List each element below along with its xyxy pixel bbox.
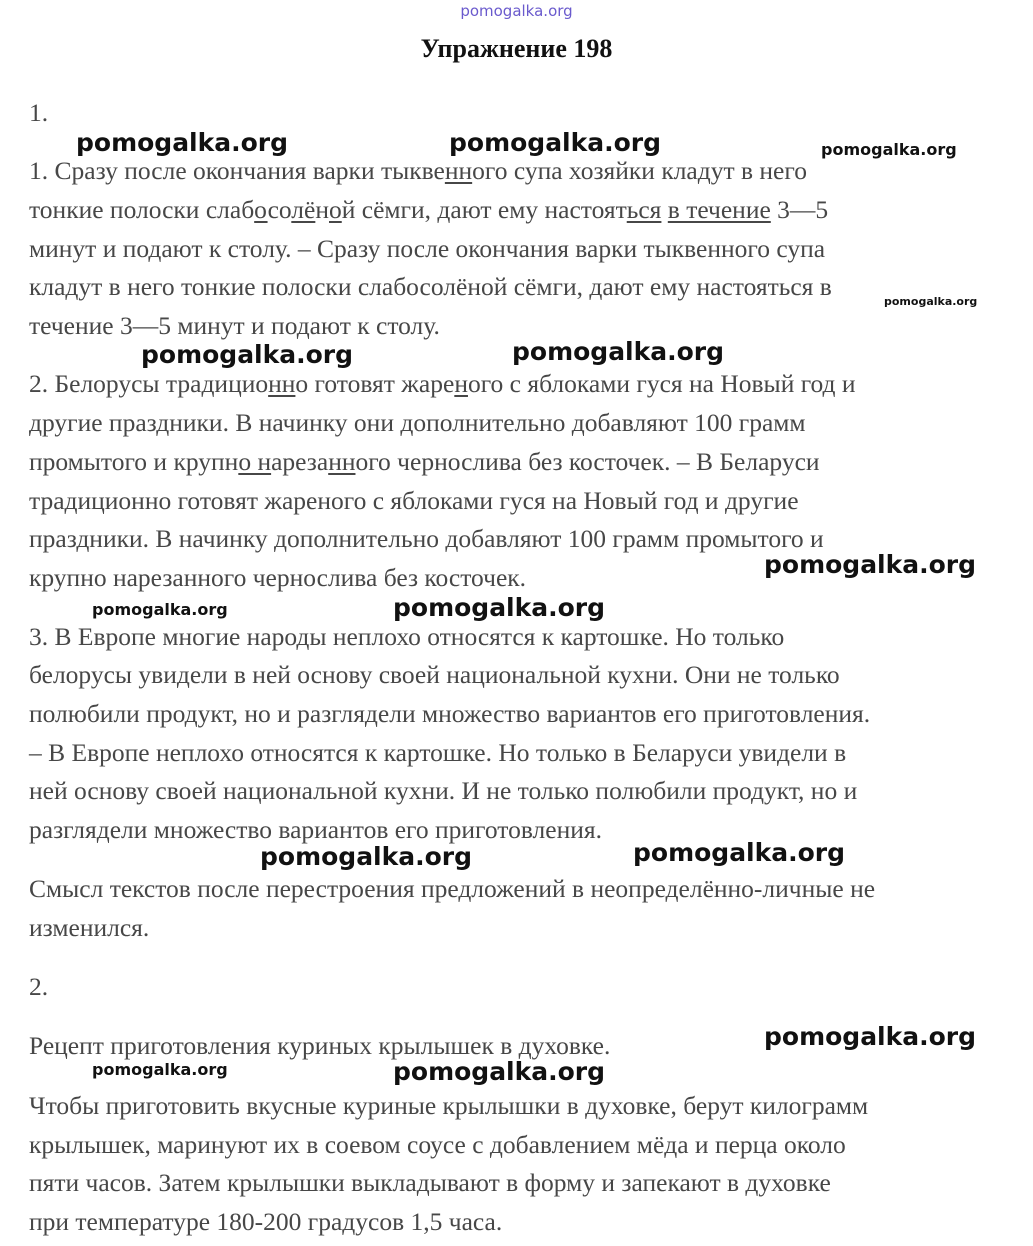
item2-line5: праздники. В начинку дополнительно добавляют 100 грамм промытого и <box>29 524 824 553</box>
watermark: pomogalka.org <box>141 340 354 369</box>
item1-line4: кладут в него тонкие полоски слабосолёной сёмги, дают ему настояться в <box>29 272 832 301</box>
item1-line5: течение 3—5 минут и подают к столу. <box>29 311 440 340</box>
watermark: pomogalka.org <box>76 128 289 157</box>
conclusion-line1: Смысл текстов после перестроения предложений в неопределённо-личные не <box>29 874 876 903</box>
watermark: pomogalka.org <box>393 1057 606 1086</box>
recipe-title: Рецепт приготовления куриных крылышек в духовке. <box>29 1031 611 1060</box>
item3-line6: разглядели множество вариантов его приготовления. <box>29 815 602 844</box>
watermark: pomogalka.org <box>512 337 725 366</box>
watermark: pomogalka.org <box>449 128 662 157</box>
part2-label: 2. <box>29 972 49 1001</box>
recipe-line4: при температуре 180-200 градусов 1,5 часа. <box>29 1207 503 1236</box>
item3-line2: белорусы увидели в ней основу своей национальной кухни. Они не только <box>29 660 840 689</box>
item3-line1: 3. В Европе многие народы неплохо относятся к картошке. Но только <box>29 622 785 651</box>
item1-line3: минут и подают к столу. – Сразу после окончания варки тыквенного супа <box>29 234 826 263</box>
watermark: pomogalka.org <box>884 295 978 308</box>
item2-line2: другие праздники. В начинку они дополнительно добавляют 100 грамм <box>29 408 806 437</box>
watermark: pomogalka.org <box>764 550 977 579</box>
watermark: pomogalka.org <box>393 593 606 622</box>
recipe-line3: пяти часов. Затем крылышки выкладывают в форму и запекают в духовке <box>29 1168 831 1197</box>
recipe-line2: крылышек, маринуют их в соевом соусе с добавлением мёда и перца около <box>29 1130 846 1159</box>
item1-line2: тонкие полоски слабосолёной сёмги, дают ему настояться в течение 3—5 <box>29 195 829 224</box>
part1-label: 1. <box>29 98 49 127</box>
site-link-top[interactable]: pomogalka.org <box>460 2 573 20</box>
item2-line6: крупно нарезанного чернослива без косточек. <box>29 563 527 592</box>
item3-line3: полюбили продукт, но и разглядели множество вариантов его приготовления. <box>29 699 871 728</box>
item2-line3: промытого и крупно нарезанного чернослива без косточек. – В Беларуси <box>29 447 820 476</box>
watermark: pomogalka.org <box>821 140 957 159</box>
item2-line1: 2. Белорусы традиционно готовят жареного с яблоками гуся на Новый год и <box>29 369 856 398</box>
exercise-title: Упражнение 198 <box>420 34 613 63</box>
recipe-line1: Чтобы приготовить вкусные куриные крылышки в духовке, берут килограмм <box>29 1091 869 1120</box>
watermark: pomogalka.org <box>764 1022 977 1051</box>
watermark: pomogalka.org <box>92 1060 228 1079</box>
item1-line1: 1. Сразу после окончания варки тыквенного супа хозяйки кладут в него <box>29 156 807 185</box>
conclusion-line2: изменился. <box>29 913 150 942</box>
watermark: pomogalka.org <box>633 838 846 867</box>
item3-line5: ней основу своей национальной кухни. И не только полюбили продукт, но и <box>29 776 858 805</box>
item3-line4: – В Европе неплохо относятся к картошке. Но только в Беларуси увидели в <box>29 738 847 767</box>
watermark: pomogalka.org <box>260 842 473 871</box>
item2-line4: традиционно готовят жареного с яблоками гуся на Новый год и другие <box>29 486 799 515</box>
watermark: pomogalka.org <box>92 600 228 619</box>
